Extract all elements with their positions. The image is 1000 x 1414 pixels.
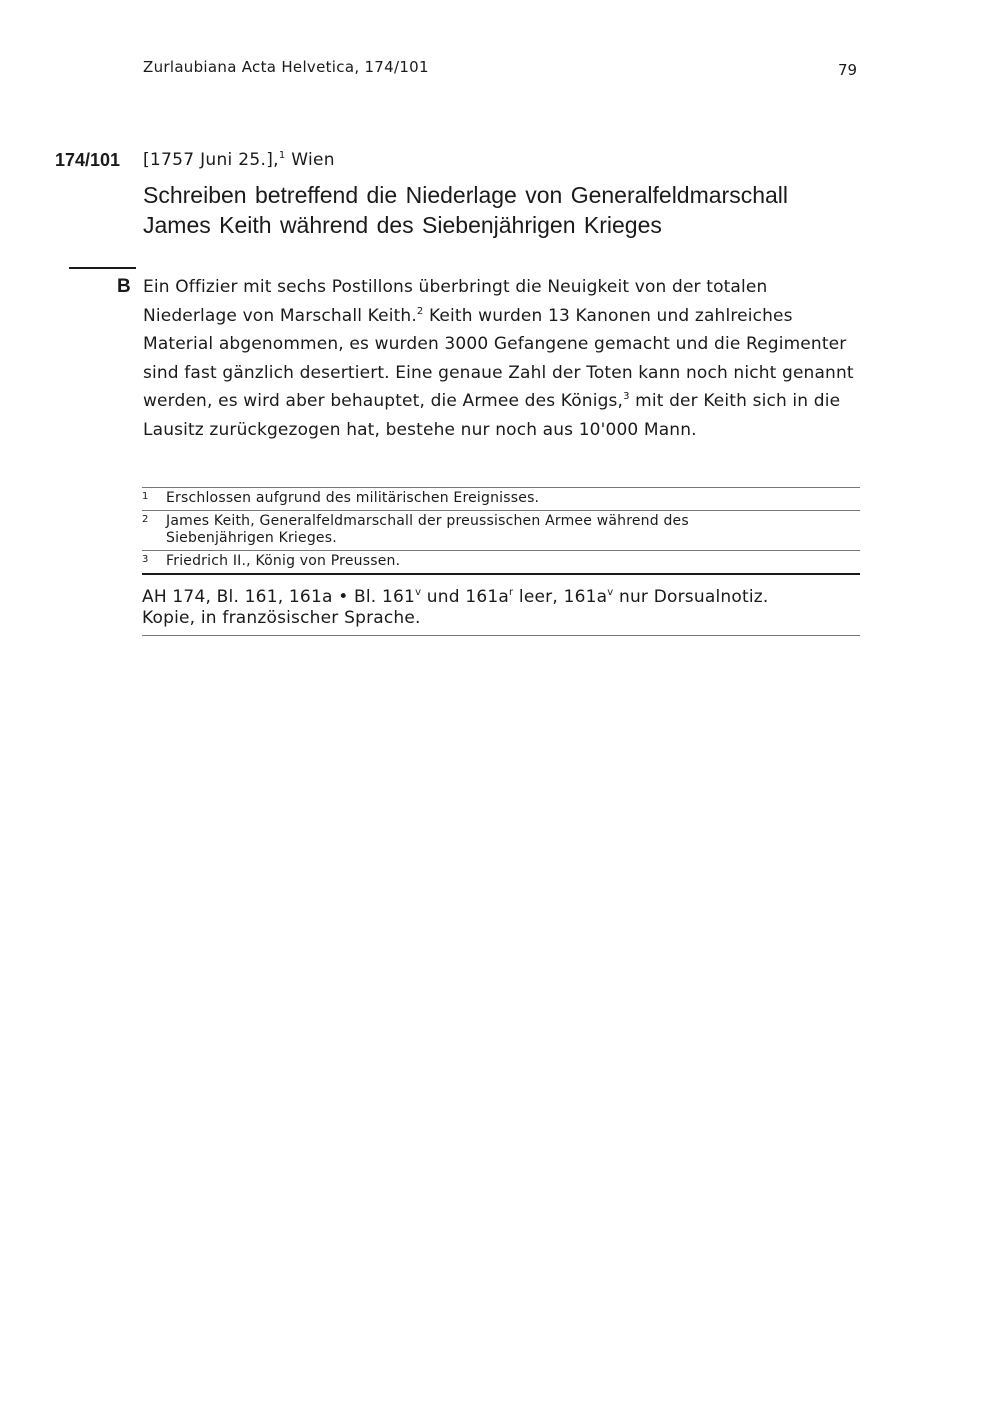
footnote-1 bbox=[142, 488, 860, 511]
footnote-number: 1 bbox=[142, 491, 149, 502]
footnote-ref-3[interactable]: 3 bbox=[623, 391, 630, 403]
source-line-1 bbox=[142, 587, 860, 608]
dateline bbox=[143, 150, 335, 170]
footnote-ref-2[interactable]: 2 bbox=[416, 305, 424, 317]
footnote-text: Erschlossen aufgrund des militärischen Ereignisses. bbox=[166, 490, 540, 506]
source-sup: v bbox=[607, 587, 614, 598]
source-part: und 161a bbox=[421, 587, 510, 607]
regest-part-3: mit der Keith sich in die Lausitz zurückgezogen hat, bestehe nur noch aus 10'000 Mann. bbox=[143, 391, 841, 440]
source-sup: r bbox=[509, 587, 514, 598]
footnote-text: James Keith, Generalfeldmarschall der preussischen Armee während des Siebenjährigen Krieges. bbox=[166, 513, 689, 546]
source-note bbox=[142, 587, 860, 636]
regest-part-1: Ein Offizier mit sechs Postillons überbringt die Neuigkeit von der totalen Niederlage von Marschall Keith. bbox=[143, 277, 768, 326]
footnote-number: 3 bbox=[142, 554, 149, 565]
running-title: Zurlaubiana Acta Helvetica, 174/101 bbox=[143, 58, 429, 76]
document-place: Wien bbox=[291, 150, 335, 170]
source-line-2: Kopie, in französischer Sprache. bbox=[142, 608, 421, 628]
page-number: 79 bbox=[838, 61, 858, 79]
document-date: [1757 Juni 25.], bbox=[143, 150, 279, 170]
regest-part-2: Keith wurden 13 Kanonen und zahlreiches Material abgenommen, es wurden 3000 Gefangene gemacht und die Regimenter sind fast gänzlich desertiert. Eine genaue Zahl der Toten kann noch nicht genannt werden, es wird aber behauptet, die Armee des Königs, bbox=[143, 305, 854, 412]
footnote-2 bbox=[142, 511, 860, 551]
source-sup: v bbox=[415, 587, 422, 598]
section-divider bbox=[69, 267, 136, 269]
footnote-ref-1[interactable]: 1 bbox=[278, 150, 286, 161]
source-part: leer, 161a bbox=[513, 587, 608, 607]
document-title: Schreiben betreffend die Niederlage von Generalfeldmarschall James Keith während des Siebenjährigen Krieges bbox=[143, 182, 789, 238]
document-number: 174/101 bbox=[55, 150, 121, 170]
section-label: B bbox=[117, 276, 131, 297]
footnote-number: 2 bbox=[142, 514, 149, 525]
regest-text bbox=[143, 273, 863, 445]
source-part: nur Dorsualnotiz. bbox=[613, 587, 769, 607]
footnotes bbox=[142, 487, 860, 575]
source-part: AH 174, Bl. 161, 161a • Bl. 161 bbox=[142, 587, 416, 607]
footnote-text: Friedrich II., König von Preussen. bbox=[166, 553, 401, 569]
footnote-3 bbox=[142, 551, 860, 575]
